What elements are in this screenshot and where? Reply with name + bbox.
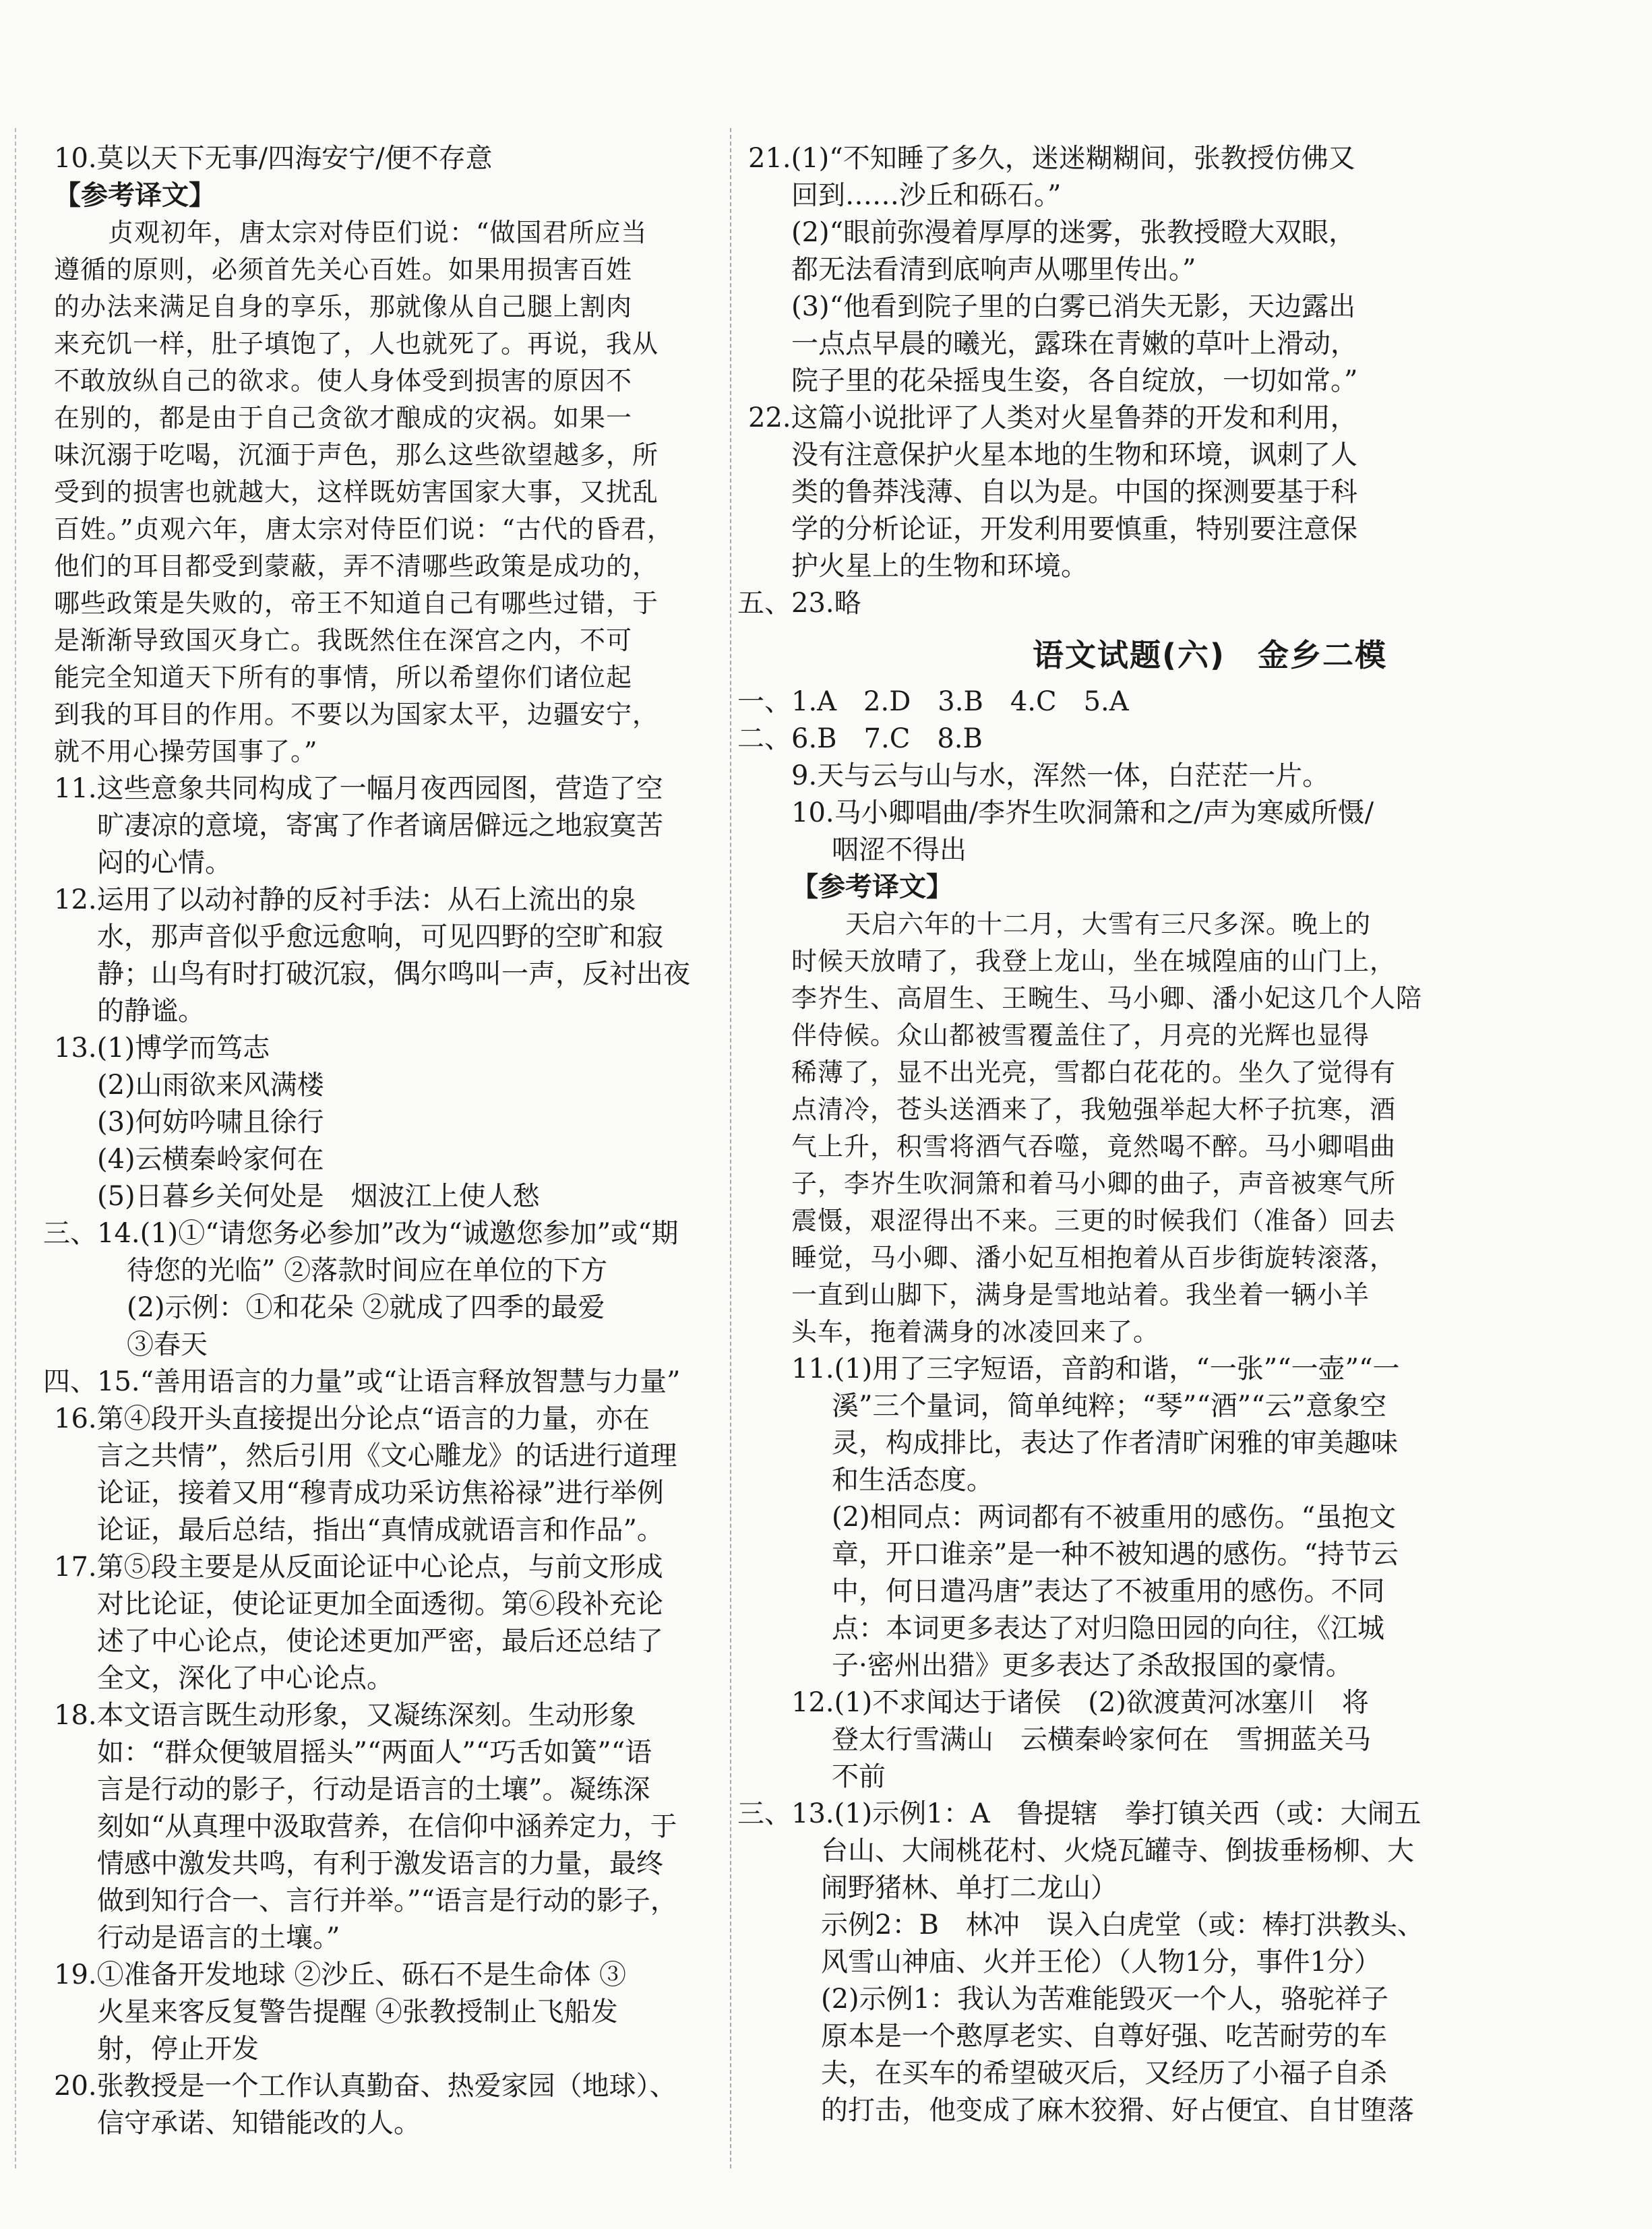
multiple-choice-1-5: 一、1.A 2.D 3.B 4.C 5.A [737,686,1129,717]
answer-22: 22.这篇小说批评了人类对火星鲁莽的开发和利用， 没有注意保护火星本地的生物和环境，讽刺了人 类的鲁莽浅薄、自以为是。中国的探测要基于科 学的分析论证，开发利用要慎重，特别要注意保 护火星上的生物和环境。 [748,402,1357,582]
answer-12-right: 12.(1)不求闻达于诸侯 (2)欲渡黄河冰塞川 将 登太行雪满山 云横秦岭家何在 雪拥蓝关马 不前 [791,1687,1371,1792]
answer-9: 9.天与云与山与水，浑然一体，白茫茫一片。 [791,760,1330,791]
answer-21: 21.(1)“不知睡了多久，迷迷糊糊间，张教授仿佛又 回到……沙丘和砾石。” (2)“眼前弥漫着厚厚的迷雾，张教授瞪大双眼， 都无法看清到底响声从哪里传出。” (3)“他看到院子里的白雾已消失无影，天边露出 一点点早晨的曦光，露珠在青嫩的草叶上滑动， 院子里的花朵摇曳生姿，各自绽放，一切如常。” [748,143,1358,396]
answer-11: 11.这些意象共同构成了一幅月夜西园图，营造了空 旷凄凉的意境，寄寓了作者谪居僻远之地寂寞苦 闷的心情。 [54,773,663,878]
reference-translation-2: 天启六年的十二月，大雪有三尺多深。晚上的 时候天放晴了，我登上龙山，坐在城隍庙的山门上， 李岕生、高眉生、王畹生、马小卿、潘小妃这几个人陪 伴侍候。众山都被雪覆盖住了，月亮的光辉也显得 稀薄了，显不出光亮，雪都白花花的。坐久了觉得有 点清冷，苍头送酒来了，我勉强举起大杯子抗寒，酒 气上升，积雪将酒气吞噬，竟然喝不醉。马小卿唱曲 子，李岕生吹洞箫和着马小卿的曲子，声音被寒气所 震慑，艰涩得出不来。三更的时候我们（准备）回去 睡觉，马小卿、潘小妃互相抱着从百步街旋转滚落， 一直到山脚下，满身是雪地站着。我坐着一辆小羊 头车，拖着满身的冰凌回来了。 [791,909,1423,1347]
answer-16: 16.第④段开头直接提出分论点“语言的力量，亦在 言之共情”，然后引用《文心雕龙》的话进行道理 论证，接着又用“穆青成功采访焦裕禄”进行举例 论证，最后总结，指出“真情成就语言和作品”。 [54,1403,677,1546]
answer-13-right: 三、13.(1)示例1：A 鲁提辖 拳打镇关西（或：大闹五 台山、大闹桃花村、火烧瓦罐寺、倒拔垂杨柳、大 闹野猪林、单打二龙山） 示例2：B 林冲 误入白虎堂（或：棒打洪教头、 风雪山神庙、火并王伦）（人物1分，事件1分） (2)示例1：我认为苦难能毁灭一个人，骆驼祥子 原本是一个憨厚老实、自尊好强、吃苦耐劳的车 夫，在买车的希望破灭后，又经历了小福子自杀 的打击，他变成了麻木狡猾、好占便宜、自甘堕落 [737,1798,1424,2126]
answer-15: 四、15.“善用语言的力量”或“让语言释放智慧与力量” [43,1366,681,1397]
answer-10: 10.莫以天下无事/四海安宁/便不存意 [54,143,493,174]
answer-11-right: 11.(1)用了三字短语，音韵和谐，“一张”“一壶”“一 溪”三个量词，简单纯粹；“琴”“酒”“云”意象空 灵，构成排比，表达了作者清旷闲雅的审美趣味 和生活态度。 (2)相同点：两词都有不被重用的感伤。“虽抱文 章，开口谁亲”是一种不被知遇的感伤。“持节云 中，何日遣冯唐”表达了不被重用的感伤。不同 点：本词更多表达了对归隐田园的向往，《江城 子·密州出猎》更多表达了杀敌报国的豪情。 [791,1353,1400,1681]
section-title: 语文试题(六) 金乡二模 [1032,637,1388,673]
multiple-choice-6-8: 二、6.B 7.C 8.B [737,723,983,754]
column-divider [730,128,731,2168]
answer-20: 20.张教授是一个工作认真勤奋、热爱家园（地球）、 信守承诺、知错能改的人。 [54,2071,677,2139]
answer-12: 12.运用了以动衬静的反衬手法：从石上流出的泉 水，那声音似乎愈远愈响，可见四野的空旷和寂 静；山鸟有时打破沉寂，偶尔鸣叫一声，反衬出夜 的静谧。 [54,884,690,1027]
reference-translation-label: 【参考译文】 [54,180,216,211]
reference-translation-1: 贞观初年，唐太宗对侍臣们说：“做国君所应当 遵循的原则，必须首先关心百姓。如果用损害百姓 的办法来满足自身的享乐，那就像从自己腿上割肉 来充饥一样，肚子填饱了，人也就死了。再说，我从 不敢放纵自己的欲求。使人身体受到损害的原因不 在别的，都是由于自己贪欲才酿成的灾祸。如果一 味沉溺于吃喝，沉湎于声色，那么这些欲望越多，所 受到的损害也就越大，这样既妨害国家大事，又扰乱 百姓。”贞观六年，唐太宗对侍臣们说：“古代的昏君， 他们的耳目都受到蒙蔽，弄不清哪些政策是成功的， 哪些政策是失败的，帝王不知道自己有哪些过错，于 是渐渐导致国灭身亡。我既然住在深宫之内，不可 能完全知道天下所有的事情，所以希望你们诸位起 到我的耳目的作用。不要以为国家太平，边疆安宁， 就不用心操劳国事了。” [54,218,673,766]
answer-17: 17.第⑤段主要是从反面论证中心论点，与前文形成 对比论证，使论证更加全面透彻。第⑥段补充论 述了中心论点，使论述更加严密，最后还总结了 全文，深化了中心论点。 [54,1552,663,1694]
answer-14: 三、14.(1)①“请您务必参加”改为“诚邀您参加”或“期 待您的光临” ②落款时间应在单位的下方 (2)示例：①和花朵 ②就成了四季的最爱 ③春天 [43,1218,679,1360]
answer-23: 五、23.略 [737,588,861,619]
reference-translation-label-2: 【参考译文】 [791,872,953,903]
binding-margin-line [15,128,20,2168]
right-column [737,140,1618,2129]
left-column [43,140,714,2142]
answer-13: 13.(1)博学而笃志 (2)山雨欲来风满楼 (3)何妨吟啸且徐行 (4)云横秦岭家何在 (5)日暮乡关何处是 烟波江上使人愁 [54,1033,540,1212]
answer-19: 19.①准备开发地球 ②沙丘、砾石不是生命体 ③ 火星来客反复警告提醒 ④张教授制止飞船发 射，停止开发 [54,1959,627,2065]
answer-18: 18.本文语言既生动形象，又凝练深刻。生动形象 如：“群众便皱眉摇头”“两面人”“巧舌如簧”“语 言是行动的影子，行动是语言的土壤”。凝练深 刻如“从真理中汲取营养，在信仰中涵养定力，于 情感中激发共鸣，有利于激发语言的力量，最终 做到知行合一、言行并举。”“语言是行动的影子， 行动是语言的土壤。” [54,1700,677,1953]
answer-10-right: 10.马小卿唱曲/李岕生吹洞箫和之/声为寒威所慑/ 咽涩不得出 [791,797,1374,865]
